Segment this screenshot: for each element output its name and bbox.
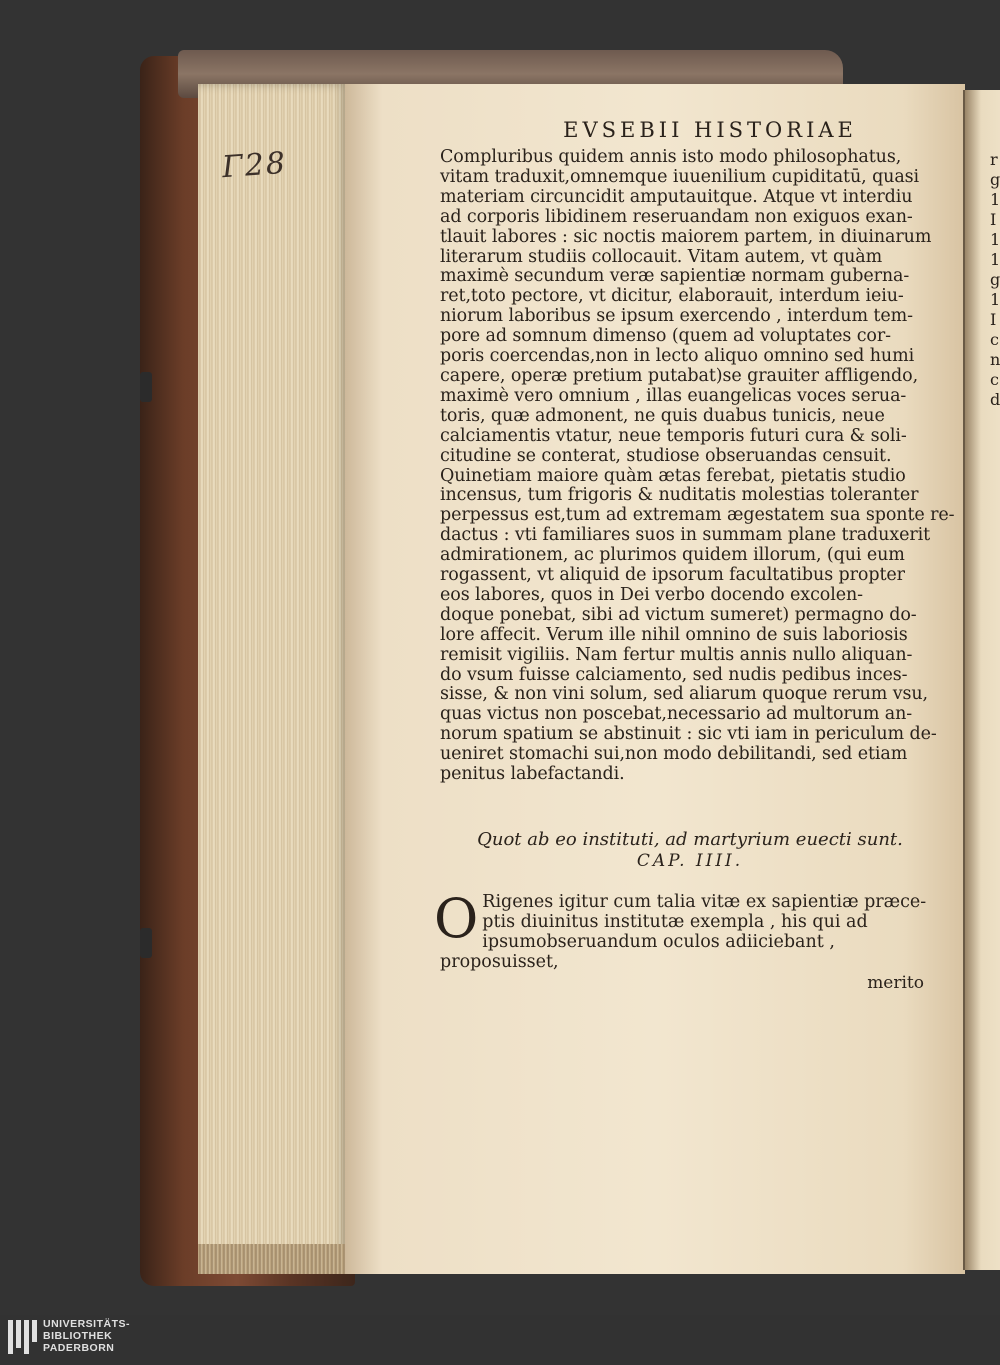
library-logo bbox=[8, 1318, 133, 1354]
library-logo-icon bbox=[8, 1320, 37, 1354]
text-line: literarum studiis collocauit. Vitam autem, vt quàm bbox=[440, 246, 883, 267]
text-line: norum spatium se abstinuit : sic vti iam in periculum de- bbox=[440, 724, 937, 745]
text-line: admirationem, ac plurimos quidem illorum, (qui eum bbox=[440, 545, 905, 566]
text-line: dactus : vti familiares suos in summam plane traduxerit bbox=[440, 525, 931, 546]
text-line: maximè secundum veræ sapientiæ normam guberna- bbox=[440, 266, 910, 287]
text-line: citudine se conterat, studiose obseruandas censuit. bbox=[440, 445, 892, 466]
text-line: materiam circuncidit amputauitque. Atque vt interdiu bbox=[440, 186, 913, 207]
text-line: ret,toto pectore, vt dicitur, elaborauit, interdum ieiu- bbox=[440, 286, 904, 307]
text-line: Rigenes igitur cum talia vitæ ex sapientiæ præce- bbox=[482, 892, 927, 912]
text-line: ptis diuinitus institutæ exempla , his qui ad ipsum bbox=[482, 911, 868, 952]
text-line: ueniret stomachi sui,non modo debilitandi, sed etiam bbox=[440, 744, 908, 765]
text-line: vitam traduxit,omnemque iuuenilium cupiditatū, quasi bbox=[440, 166, 920, 187]
text-line: maximè vero omnium , illas euangelicas voces serua- bbox=[440, 385, 907, 406]
right-page-partial-text: r g 1 I 1 1 g 1 I c n c d bbox=[990, 150, 1000, 409]
chapter-heading: Quot ab eo instituti, ad martyrium euecti sunt. bbox=[477, 829, 903, 850]
text-line: penitus labefactandi. bbox=[440, 764, 625, 785]
text-line: doque ponebat, sibi ad victum sumeret) permagno do- bbox=[440, 604, 917, 625]
body-paragraph bbox=[440, 147, 955, 785]
text-line: Quinetiam maiore quàm ætas ferebat, pietatis studio bbox=[440, 465, 906, 486]
text-line: lore affecit. Verum ille nihil omnino de suis laboriosis bbox=[440, 624, 908, 645]
initial-letter: O bbox=[434, 887, 479, 950]
text-line: quas victus non poscebat,necessario ad multorum an- bbox=[440, 704, 913, 725]
catchword: merito bbox=[867, 972, 924, 993]
text-line: tlauit labores : sic noctis maiorem partem, in diuinarum bbox=[440, 226, 932, 247]
text-line: niorum laboribus se ipsum exercendo , interdum tem- bbox=[440, 306, 913, 327]
clasp-icon bbox=[140, 372, 152, 402]
text-line: poris coercendas,non in lecto aliquo omnino sed humi bbox=[440, 346, 915, 367]
text-line: capere, operæ pretium putabat)se grauiter affligendo, bbox=[440, 365, 919, 386]
text-line: remisit vigiliis. Nam fertur multis annis nullo aliquan- bbox=[440, 644, 913, 665]
text-line: toris, quæ admonent, ne quis duabus tunicis, neue bbox=[440, 405, 885, 426]
chapter-number: CAP. IIII. bbox=[636, 851, 744, 871]
text-line: rogassent, vt aliquid de ipsorum facultatibus propter bbox=[440, 565, 905, 586]
text-line: incensus, tum frigoris & nuditatis molestias toleranter bbox=[440, 485, 919, 506]
text-line: ad corporis libidinem reseruandam non exiguos exan- bbox=[440, 206, 913, 227]
text-line: perpessus est,tum ad extremam ægestatem sua sponte re- bbox=[440, 505, 955, 526]
text-line: eos labores, quos in Dei verbo docendo excolen- bbox=[440, 584, 863, 605]
page-edges bbox=[198, 84, 348, 1274]
text-line: do vsum fuisse calciamento, sed nudis pedibus inces- bbox=[440, 664, 908, 685]
text-line: obseruandum oculos adiiciebant , proposuisset, bbox=[440, 931, 835, 972]
text-line: Compluribus quidem annis isto modo philosophatus, bbox=[440, 147, 902, 167]
text-line: sisse, & non vini solum, sed aliarum quoque rerum vsu, bbox=[440, 684, 928, 705]
text-line: calciamentis vtatur, neue temporis futuri cura & soli- bbox=[440, 425, 907, 446]
page-stamp: Γ28 bbox=[220, 145, 289, 186]
library-logo-text: UNIVERSITÄTS- BIBLIOTHEK PADERBORN bbox=[43, 1318, 131, 1354]
text-line: pore ad somnum dimenso (quem ad voluptates cor- bbox=[440, 326, 891, 347]
clasp-icon bbox=[140, 928, 152, 958]
page-text bbox=[434, 118, 955, 993]
running-head: EVSEBII HISTORIAE bbox=[563, 118, 857, 142]
chapter-opening bbox=[434, 887, 940, 973]
